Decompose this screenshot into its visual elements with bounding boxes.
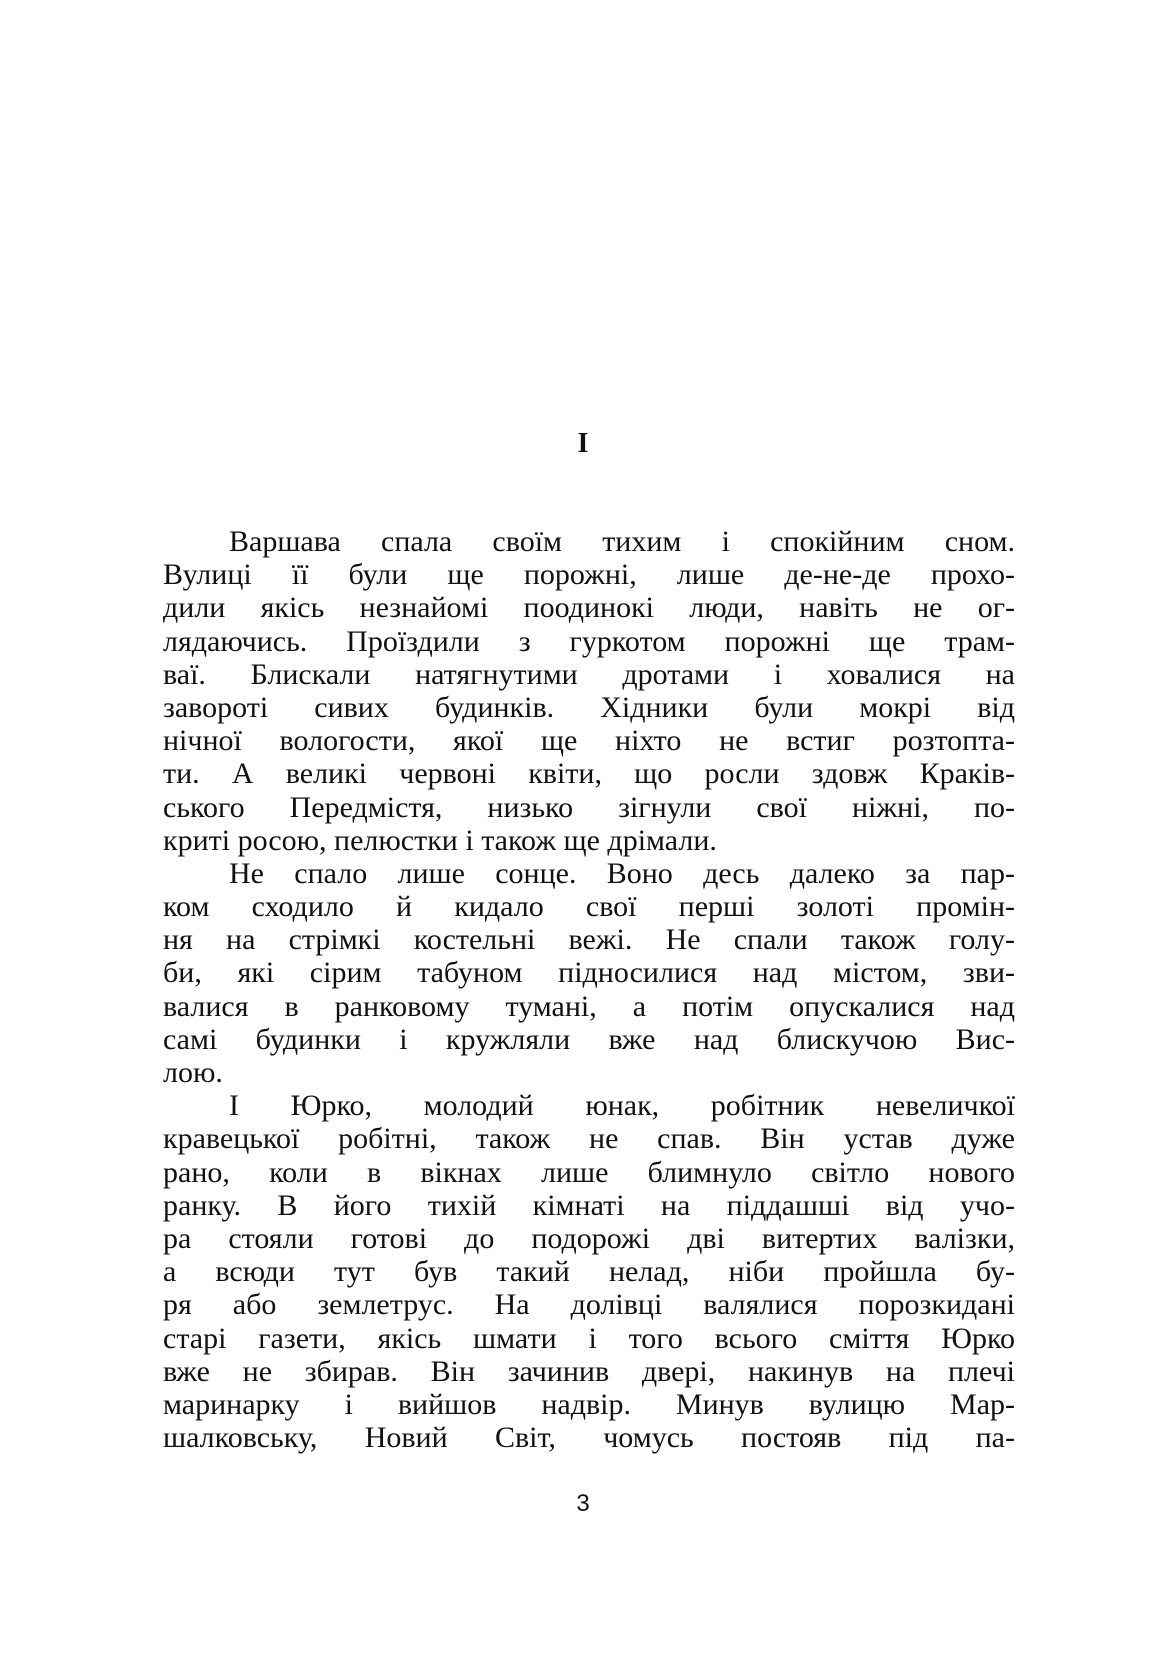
text-line: вже не збирав. Він зачинив двері, накинув на плечі (163, 1354, 1015, 1388)
text-line: Варшава спала своїм тихим і спокійним сном. (229, 525, 1015, 558)
text-line: старі газети, якісь шмати і того всього сміття Юрко (163, 1321, 1015, 1355)
text-line: лядаючись. Проїздили з гуркотом порожні ще трам- (163, 624, 1015, 658)
text-line: самі будинки і кружляли вже над блискучою Вис- (163, 1022, 1015, 1056)
text-line: ря або землетрус. На долівці валялися порозкидані (163, 1288, 1015, 1322)
text-line: лою. (163, 1056, 223, 1089)
text-line: нічної вологости, якої ще ніхто не встиг розтопта- (163, 724, 1015, 758)
text-line: шалковську, Новий Світ, чомусь постояв під па- (163, 1421, 1015, 1455)
text-line: Не спало лише сонце. Воно десь далеко за пар- (229, 856, 1015, 890)
text-line: ком сходило й кидало свої перші золоті промін- (163, 890, 1015, 924)
text-line: ського Передмістя, низько зігнули свої ніжні, по- (163, 790, 1015, 824)
text-line: рано, коли в вікнах лише блимнуло світло нового (163, 1155, 1015, 1189)
text-line: дили якісь незнайомі поодинокі люди, навіть не ог- (163, 591, 1015, 625)
chapter-number: I (577, 428, 589, 459)
text-line: а всюди тут був такий нелад, ніби пройшла бу- (163, 1255, 1015, 1289)
text-line: маринарку і вийшов надвір. Минув вулицю Мар- (163, 1387, 1015, 1421)
text-line: би, які сірим табуном підносилися над містом, зви- (163, 956, 1015, 990)
text-line: завороті сивих будинків. Хідники були мокрі від (163, 690, 1015, 724)
text-line: Вулиці її були ще порожні, лише де-не-де прохо- (163, 558, 1015, 592)
text-line: криті росою, пелюстки і також ще дрімали. (163, 823, 717, 857)
text-line: ваї. Блискали натягнутими дротами і ховалися на (163, 657, 1015, 691)
text-body (163, 525, 1015, 1454)
page-number: 3 (576, 1490, 590, 1517)
text-line: І Юрко, молодий юнак, робітник невеличкої (229, 1089, 1015, 1123)
text-line: кравецької робітні, також не спав. Він устав дуже (163, 1122, 1015, 1156)
text-line: валися в ранковому тумані, а потім опускалися над (163, 989, 1015, 1023)
text-line: ранку. В його тихій кімнаті на піддашші від учо- (163, 1188, 1015, 1222)
text-line: ня на стрімкі костельні вежі. Не спали також голу- (163, 923, 1015, 957)
text-line: ти. А великі червоні квіти, що росли здовж Кракiв- (163, 757, 1015, 791)
text-line: ра стояли готові до подорожі дві витертих валізки, (163, 1221, 1015, 1255)
